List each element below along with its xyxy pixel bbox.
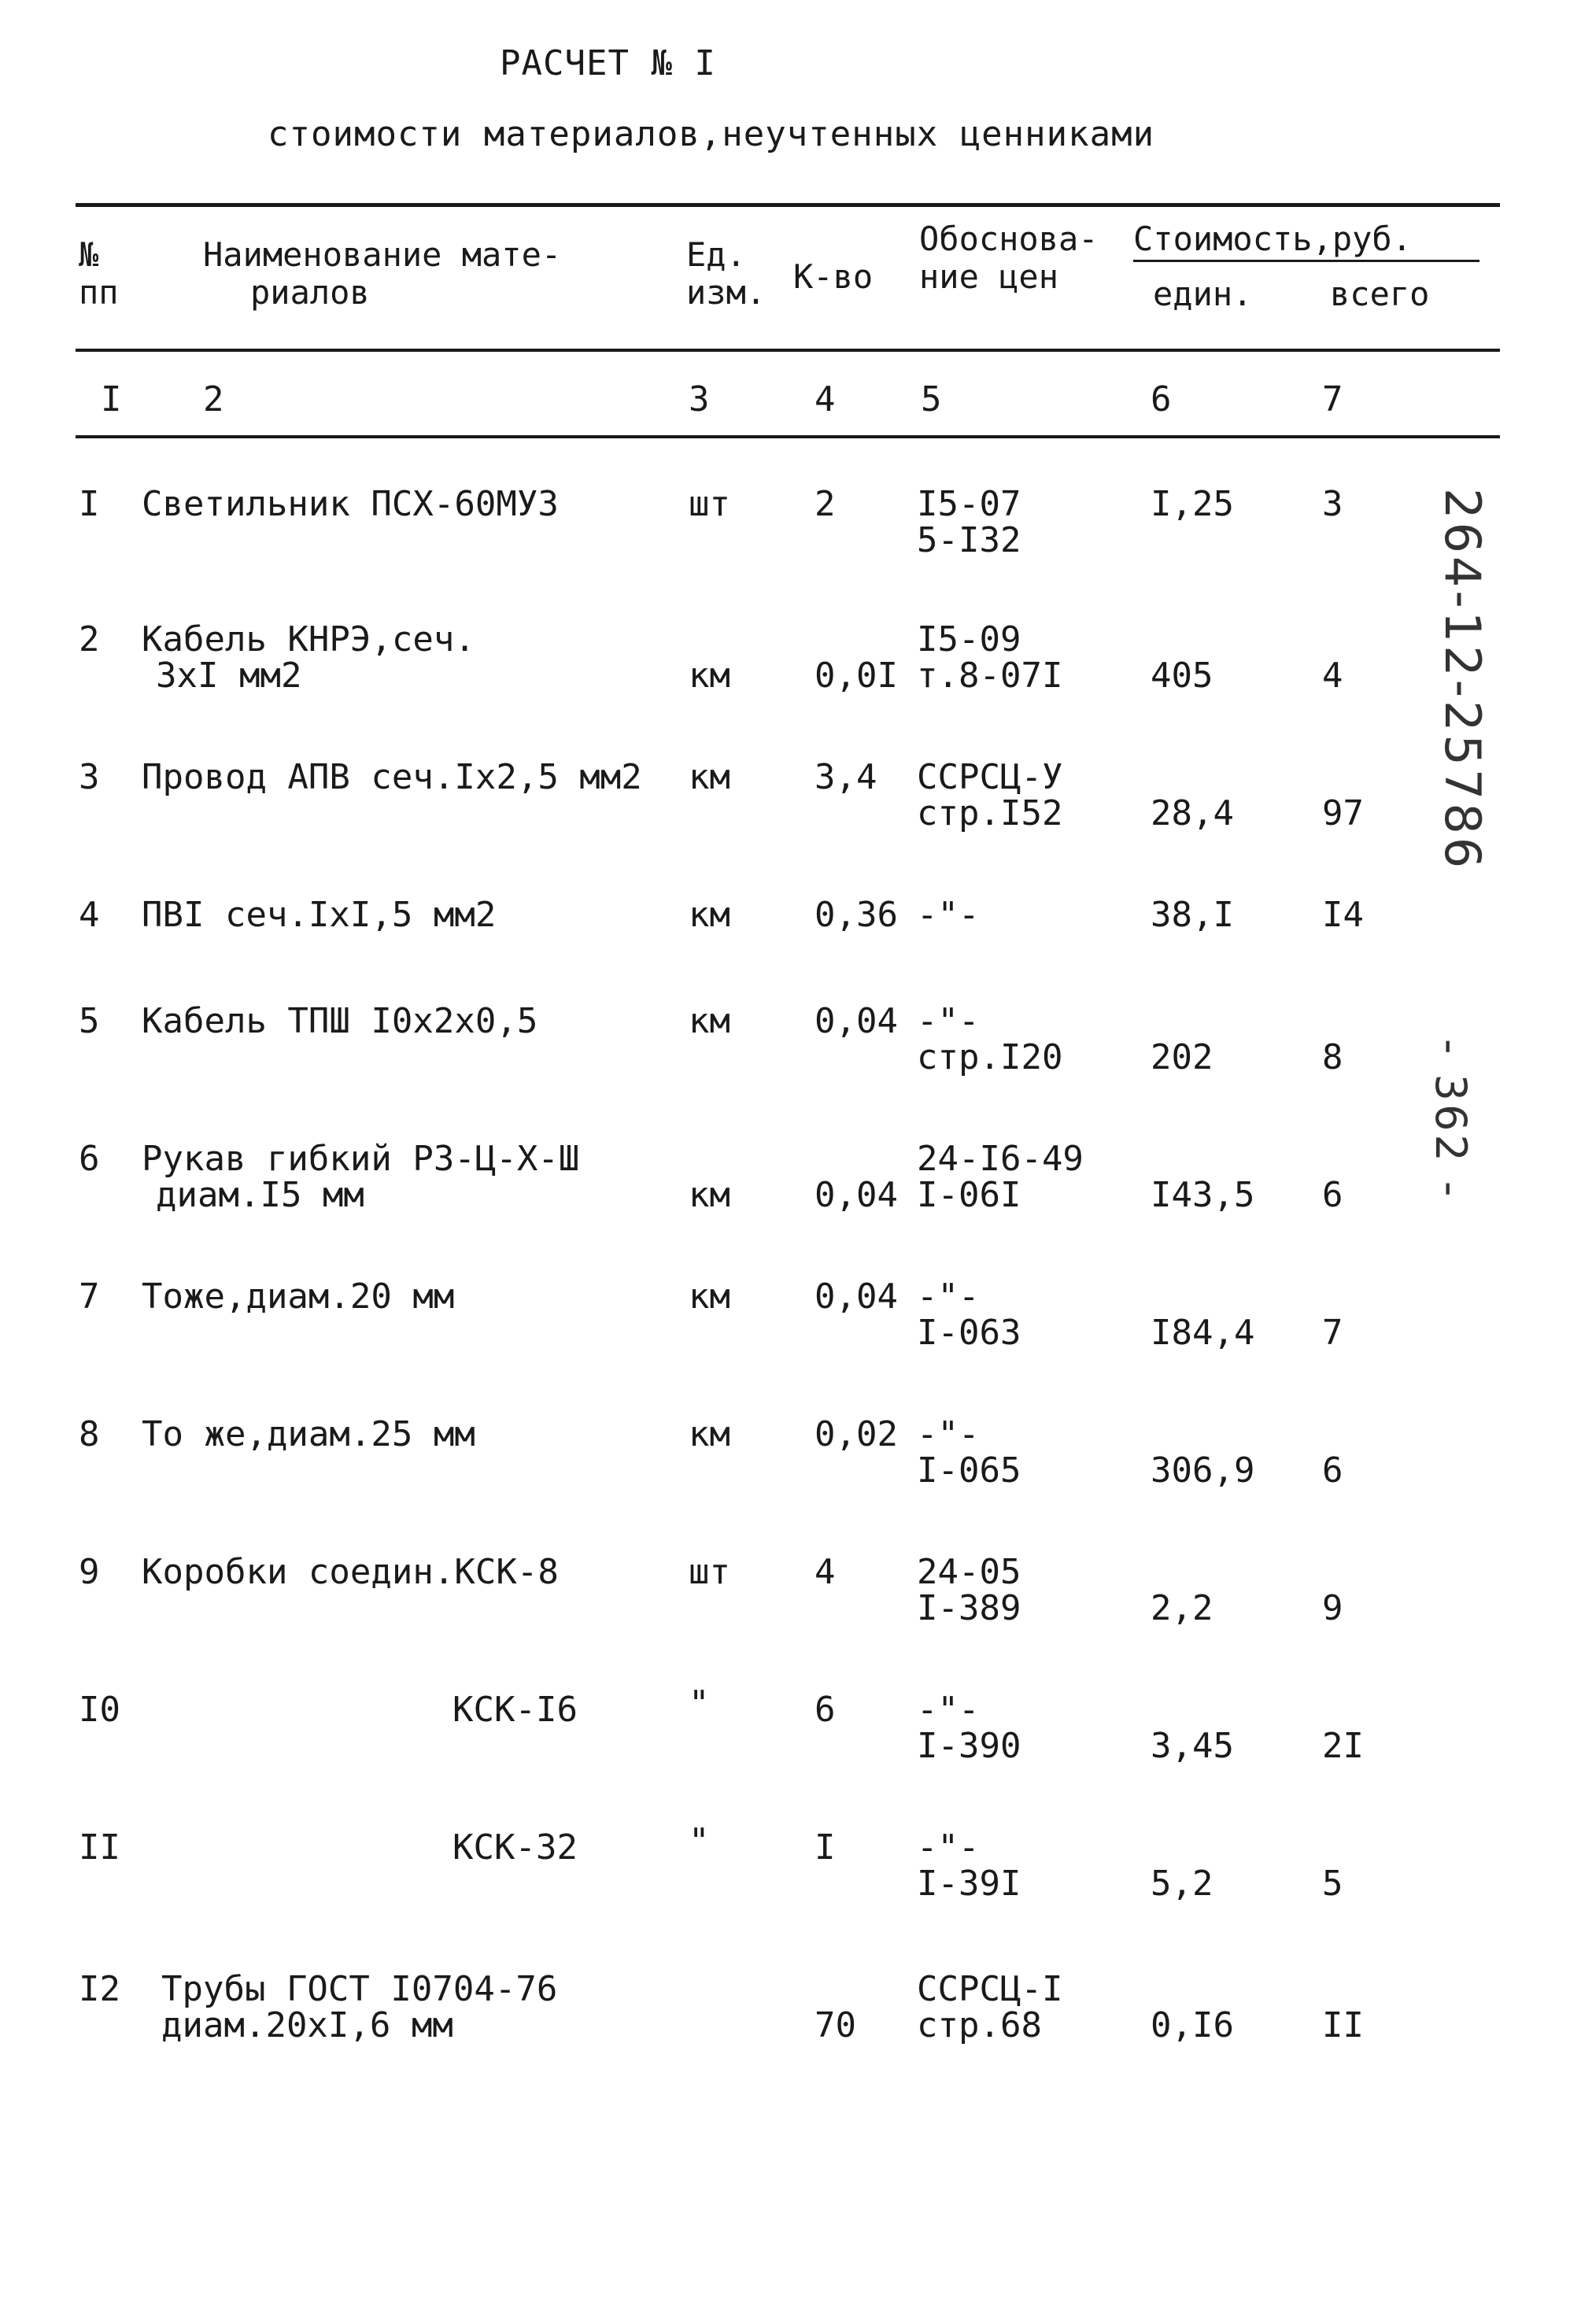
row-number: 5 — [79, 1001, 100, 1041]
row-number: I0 — [79, 1690, 120, 1730]
row-quantity: 4 — [815, 1552, 836, 1592]
row-name-line2: диам.I5 мм — [156, 1175, 364, 1215]
header-cost-unit: един. — [1153, 275, 1253, 313]
column-number: I — [101, 379, 122, 419]
row-name: Кабель КНРЭ,сеч. — [142, 619, 475, 660]
row-unit-price: 405 — [1151, 656, 1213, 696]
row-total: 7 — [1322, 1313, 1343, 1353]
row-basis: 24-I6-49 — [917, 1139, 1084, 1179]
header-unit — [686, 236, 766, 312]
row-total: 97 — [1322, 793, 1364, 833]
row-unit-price: I43,5 — [1151, 1175, 1255, 1215]
row-basis-line2: I-06I — [917, 1175, 1021, 1215]
header-num — [79, 236, 119, 312]
row-basis: ССРСЦ-I — [917, 1969, 1063, 2009]
row-number: II — [79, 1827, 120, 1868]
row-basis-line2: I-063 — [917, 1313, 1021, 1353]
row-quantity: 0,04 — [815, 1277, 898, 1317]
row-unit: км — [689, 1414, 730, 1454]
row-name: То же,диам.25 мм — [142, 1414, 475, 1454]
row-unit-price: 3,45 — [1151, 1726, 1234, 1766]
row-number: 3 — [79, 757, 100, 797]
row-basis-line2: I-389 — [917, 1588, 1021, 1628]
row-unit-price: 0,I6 — [1151, 2005, 1234, 2045]
row-name: Светильник ПСХ-60МУЗ — [142, 484, 559, 524]
row-quantity: I — [815, 1827, 836, 1868]
header-name — [203, 236, 561, 312]
header-unit-line1: Ед. — [686, 235, 746, 274]
row-number: 8 — [79, 1414, 100, 1454]
row-unit: " — [689, 1683, 710, 1724]
row-unit-price: 5,2 — [1151, 1864, 1213, 1904]
row-unit-price: I,25 — [1151, 484, 1234, 524]
row-basis-line2: I-390 — [917, 1726, 1021, 1766]
row-unit: км — [689, 656, 730, 696]
row-total: 2I — [1322, 1726, 1364, 1766]
row-total: II — [1322, 2005, 1364, 2045]
row-total: 4 — [1322, 656, 1343, 696]
row-unit: км — [689, 1277, 730, 1317]
column-number: 7 — [1322, 379, 1343, 419]
row-quantity: 0,04 — [815, 1175, 898, 1215]
row-basis: -"- — [917, 1690, 980, 1730]
header-basis — [919, 220, 1099, 296]
row-basis-line2: т.8-07I — [917, 656, 1063, 696]
row-unit-price: 2,2 — [1151, 1588, 1213, 1628]
row-quantity: 2 — [815, 484, 836, 524]
row-unit: шт — [689, 1552, 730, 1592]
row-quantity: 0,02 — [815, 1414, 898, 1454]
row-total: 6 — [1322, 1175, 1343, 1215]
row-number: 7 — [79, 1277, 100, 1317]
row-basis: -"- — [917, 1277, 980, 1317]
row-basis: I5-07 — [917, 484, 1021, 524]
row-unit-price: 202 — [1151, 1037, 1213, 1077]
row-total: 9 — [1322, 1588, 1343, 1628]
row-name: Тоже,диам.20 мм — [142, 1277, 455, 1317]
header-name-line2: риалов — [250, 273, 370, 312]
row-basis-line2: стр.68 — [917, 2005, 1042, 2045]
row-unit: км — [689, 757, 730, 797]
column-number: 2 — [203, 379, 224, 419]
row-basis: 24-05 — [917, 1552, 1021, 1592]
row-total: 8 — [1322, 1037, 1343, 1077]
row-unit: км — [689, 1001, 730, 1041]
header-num-line1: № — [79, 235, 99, 274]
header-qty: К-во — [793, 257, 874, 296]
column-number: 6 — [1151, 379, 1172, 419]
column-number: 4 — [815, 379, 836, 419]
margin-handwritten-number: 264-12-25786 — [1434, 488, 1491, 872]
row-number: I — [79, 484, 100, 524]
row-basis-line2: I-39I — [917, 1864, 1021, 1904]
row-number: 2 — [79, 619, 100, 660]
column-number: 3 — [689, 379, 710, 419]
row-unit: км — [689, 895, 730, 935]
row-basis-line2: I-065 — [917, 1450, 1021, 1491]
row-basis: ССРСЦ-У — [917, 757, 1063, 797]
row-unit: шт — [689, 484, 730, 524]
row-unit-price: 28,4 — [1151, 793, 1234, 833]
header-cost-group: Стоимость,руб. — [1133, 220, 1479, 262]
row-quantity: 3,4 — [815, 757, 877, 797]
row-total: 5 — [1322, 1864, 1343, 1904]
row-number: 9 — [79, 1552, 100, 1592]
row-number: 4 — [79, 895, 100, 935]
row-name: Рукав гибкий РЗ-Ц-Х-Ш — [142, 1139, 580, 1179]
row-quantity: 6 — [815, 1690, 836, 1730]
row-unit-price: 38,I — [1151, 895, 1234, 935]
header-basis-line1: Обоснова- — [919, 220, 1099, 258]
row-name: КСК-I6 — [453, 1690, 578, 1730]
row-basis-line2: стр.I20 — [917, 1037, 1063, 1077]
row-name: ПВI сеч.IхI,5 мм2 — [142, 895, 497, 935]
row-quantity: 0,0I — [815, 656, 898, 696]
row-quantity: 70 — [815, 2005, 856, 2045]
row-total: I4 — [1322, 895, 1364, 935]
row-name-line2: 3хI мм2 — [156, 656, 302, 696]
header-num-line2: пп — [79, 273, 119, 312]
row-basis: -"- — [917, 1414, 980, 1454]
column-numbers-bottom-rule — [76, 435, 1500, 438]
row-name: Провод АПВ сеч.Iх2,5 мм2 — [142, 757, 642, 797]
row-total: 3 — [1322, 484, 1343, 524]
row-unit: " — [689, 1821, 710, 1861]
row-number: 6 — [79, 1139, 100, 1179]
row-unit-price: 306,9 — [1151, 1450, 1255, 1491]
document-subtitle: стоимости материалов,неучтенных ценниками — [268, 114, 1155, 154]
header-cost-total: всего — [1330, 275, 1430, 313]
row-basis: -"- — [917, 1827, 980, 1868]
row-basis: -"- — [917, 895, 980, 935]
header-unit-line2: изм. — [686, 273, 766, 312]
row-basis-line2: стр.I52 — [917, 793, 1063, 833]
column-number: 5 — [921, 379, 942, 419]
row-basis: I5-09 — [917, 619, 1021, 660]
table-top-rule — [76, 203, 1500, 207]
row-name: Коробки соедин.КСК-8 — [142, 1552, 559, 1592]
document-title: РАСЧЕТ № I — [500, 43, 716, 83]
row-total: 6 — [1322, 1450, 1343, 1491]
row-basis: -"- — [917, 1001, 980, 1041]
row-number: I2 — [79, 1969, 120, 2009]
row-name: КСК-32 — [453, 1827, 578, 1868]
row-name: Кабель ТПШ I0х2х0,5 — [142, 1001, 538, 1041]
row-basis-line2: 5-I32 — [917, 520, 1021, 560]
row-unit-price: I84,4 — [1151, 1313, 1255, 1353]
row-quantity: 0,36 — [815, 895, 898, 935]
margin-page-marker: - 362 - — [1426, 1039, 1476, 1200]
header-basis-line2: ние цен — [919, 257, 1059, 296]
row-unit: км — [689, 1175, 730, 1215]
header-name-line1: Наименование мате- — [203, 235, 562, 274]
row-name-line2: диам.20хI,6 мм — [161, 2005, 453, 2045]
header-bottom-rule — [76, 349, 1500, 352]
row-name: Трубы ГОСТ I0704-76 — [161, 1969, 558, 2009]
row-quantity: 0,04 — [815, 1001, 898, 1041]
